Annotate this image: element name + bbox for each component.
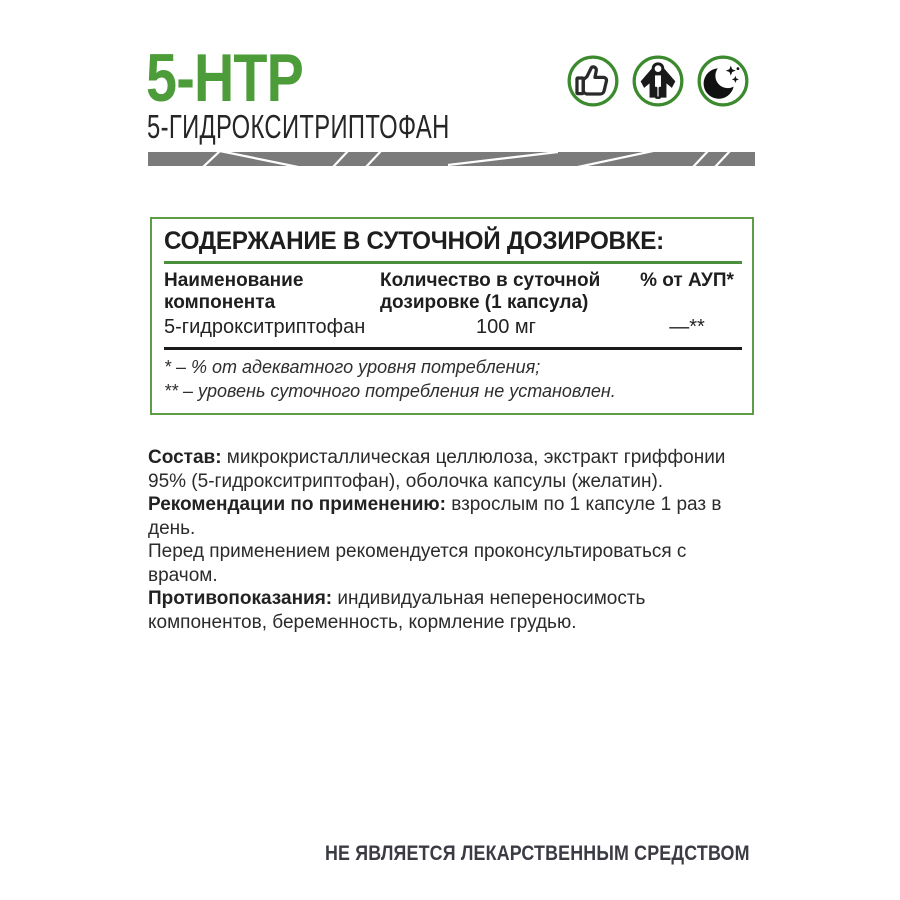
contraindications-label: Противопоказания: [148, 588, 333, 609]
component-amount: 100 мг [476, 316, 536, 338]
dosage-table-header [164, 270, 742, 314]
moon-sleep-icon [697, 55, 749, 107]
benefit-icons [567, 55, 749, 107]
component-name: 5-гидрокситриптофан [164, 316, 366, 338]
component-aup: —** [669, 316, 705, 338]
thumbs-up-icon [567, 55, 619, 107]
recommendations-text: взрослым по 1 капсуле 1 раз в день. [148, 494, 722, 539]
table-row [164, 314, 742, 340]
column-header-component: Наименование компонента [164, 270, 304, 313]
decorative-ribbon [148, 152, 755, 166]
dosage-table-title: СОДЕРЖАНИЕ В СУТОЧНОЙ ДОЗИРОВКЕ: [164, 227, 664, 255]
divider-black [164, 347, 742, 350]
composition-text: микрокристаллическая целлюлоза, экстракт гриффонии 95% (5-гидрокситриптофан), оболочка капсулы (желатин). [148, 447, 726, 492]
slim-body-icon [632, 55, 684, 107]
recommendations-line2: Перед применением рекомендуется проконсультироваться с врачом. [148, 541, 687, 586]
contraindications-paragraph [148, 587, 748, 634]
recommendations-label: Рекомендации по применению: [148, 494, 446, 515]
disclaimer: НЕ ЯВЛЯЕТСЯ ЛЕКАРСТВЕННЫМ СРЕДСТВОМ [325, 842, 750, 865]
footnote-daily-level: ** – уровень суточного потребления не установлен. [164, 381, 616, 401]
divider-green [164, 261, 742, 264]
info-block [148, 446, 748, 634]
page-subtitle: 5-ГИДРОКСИТРИПТОФАН [147, 108, 450, 145]
contraindications-text: индивидуальная непереносимость компонентов, беременность, кормление грудью. [148, 588, 646, 633]
column-header-amount: Количество в суточной дозировке (1 капсула) [380, 270, 601, 313]
page-title: 5-HTP [146, 40, 304, 116]
column-header-aup: % от АУП* [640, 270, 734, 291]
footnote-aup: * – % от адекватного уровня потребления; [164, 357, 541, 377]
composition-label: Состав: [148, 447, 222, 468]
recommendations-paragraph [148, 493, 748, 540]
dosage-table [150, 217, 754, 415]
composition-paragraph [148, 446, 748, 493]
